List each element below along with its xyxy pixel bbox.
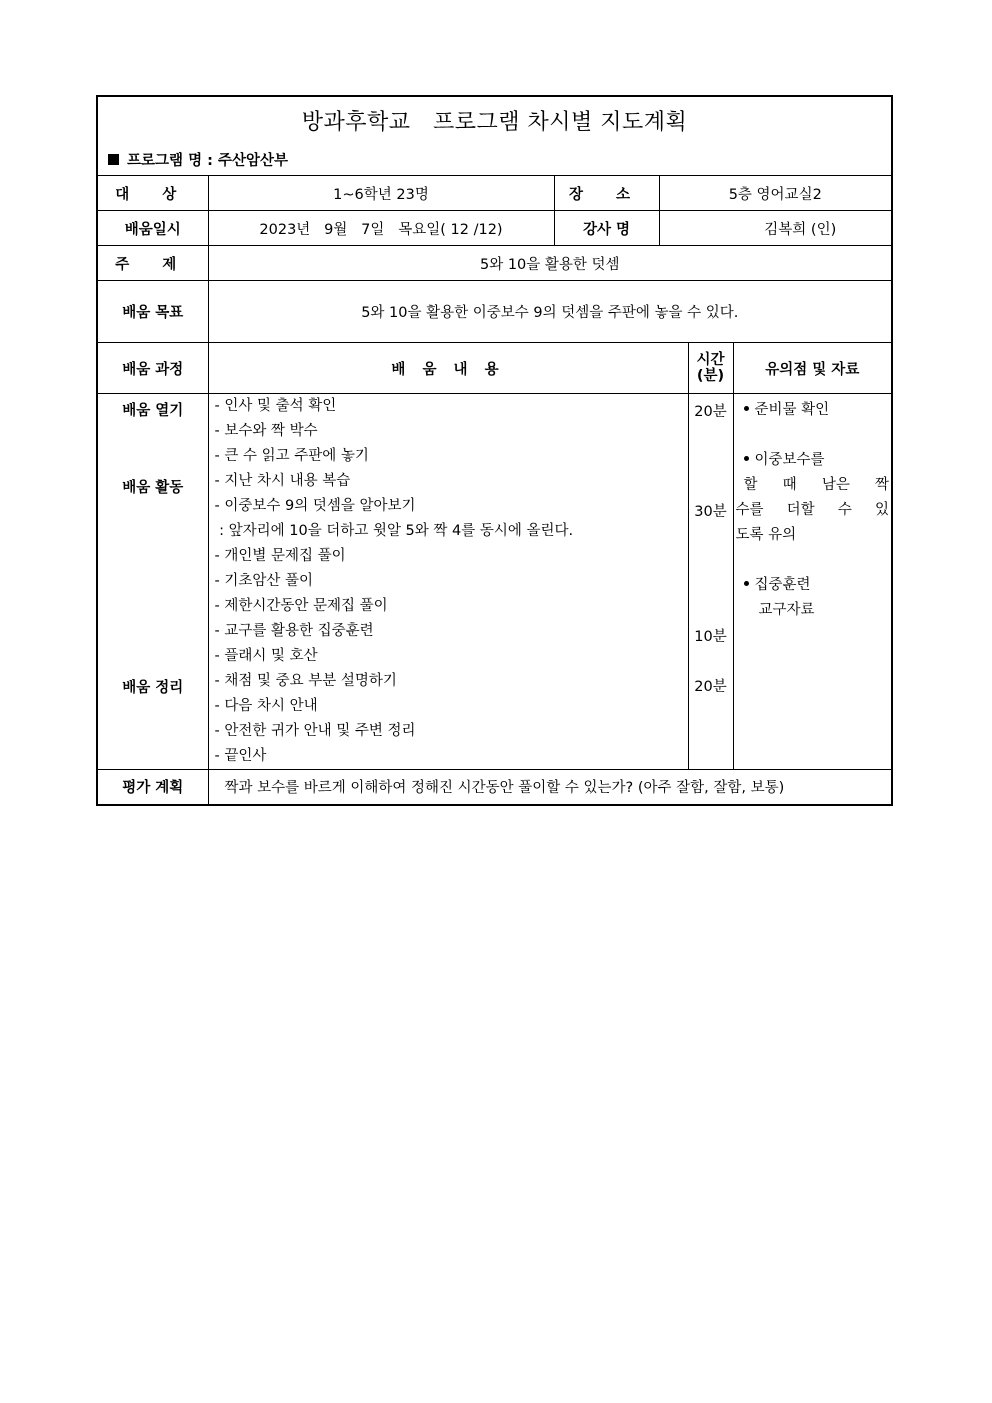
stage-closing: 배움 정리: [122, 680, 184, 696]
topic-value: 5와 10을 활용한 덧셈: [208, 246, 892, 281]
lesson-line: - 인사 및 출석 확인: [214, 398, 337, 414]
time-training: 10분: [694, 629, 727, 645]
lesson-line: - 큰 수 읽고 주판에 놓기: [214, 448, 369, 464]
stage-opening: 배움 열기: [122, 403, 184, 419]
time-closing: 20분: [694, 679, 727, 695]
target-value: 1~6학년 23명: [208, 176, 554, 211]
note-training-materials: 집중훈련 교구자료: [744, 573, 890, 623]
lesson-line: - 이중보수 9의 덧셈을 알아보기: [214, 498, 416, 514]
lesson-plan-sheet: [96, 95, 891, 806]
note-double-complement: 이중보수를 할 때 남은 짝 수를 더할 수 있 도록 유의: [735, 452, 890, 543]
goal-value: 5와 10을 활용한 이중보수 9의 덧셈을 주판에 놓을 수 있다.: [208, 281, 892, 343]
lesson-line: - 끝인사: [214, 748, 267, 764]
lesson-line: : 앞자리에 10을 더하고 윗알 5와 짝 4를 동시에 올린다.: [214, 523, 574, 539]
evaluation-label: 평가 계획: [97, 770, 208, 805]
lesson-line: - 개인별 문제집 풀이: [214, 548, 346, 564]
teacher-value: 김복희 (인): [659, 211, 892, 246]
evaluation-value: 짝과 보수를 바르게 이해하여 정해진 시간동안 풀이할 수 있는가? (아주 잘함, 잘함, 보통): [208, 770, 892, 805]
stage-activity: 배움 활동: [122, 480, 184, 496]
date-label: 배움일시: [97, 211, 208, 246]
square-bullet-icon: [108, 154, 119, 165]
content-header: 배 움 내 용: [208, 343, 688, 394]
target-label: 대 상: [97, 176, 208, 211]
notes-header: 유의점 및 자료: [733, 343, 892, 394]
lesson-line: - 플래시 및 호산: [214, 648, 318, 664]
time-header-line1: 시간: [696, 352, 725, 368]
time-header-line2: (분): [696, 368, 725, 384]
document-title: 방과후학교 프로그램 차시별 지도계획: [301, 110, 688, 135]
time-opening: 20분: [694, 404, 727, 420]
time-column: [688, 394, 733, 770]
title-block: [97, 96, 892, 176]
notes-column: [733, 394, 892, 770]
content-column: [208, 394, 688, 770]
lesson-plan-table: [96, 95, 893, 806]
lesson-line: - 안전한 귀가 안내 및 주변 정리: [214, 723, 416, 739]
goal-label: 배움 목표: [97, 281, 208, 343]
bullet-icon: [744, 456, 749, 461]
bullet-icon: [744, 581, 749, 586]
place-label: 장 소: [554, 176, 659, 211]
program-name-line: [108, 149, 288, 170]
program-name: 프로그램 명 : 주산암산부: [127, 153, 289, 169]
lesson-line: - 지난 차시 내용 복습: [214, 473, 351, 489]
lesson-line: - 채점 및 중요 부분 설명하기: [214, 673, 397, 689]
lesson-line: - 보수와 짝 박수: [214, 423, 318, 439]
lesson-line: - 제한시간동안 문제집 풀이: [214, 598, 388, 614]
teacher-label: 강사 명: [554, 211, 659, 246]
place-value: 5층 영어교실2: [659, 176, 892, 211]
lesson-line: - 교구를 활용한 집중훈련: [214, 623, 374, 639]
bullet-icon: [744, 406, 749, 411]
time-header: [688, 343, 733, 394]
date-value: 2023년 9월 7일 목요일( 12 /12): [208, 211, 554, 246]
stage-column: [97, 394, 208, 770]
lesson-lines: [215, 394, 688, 769]
lesson-line: - 기초암산 풀이: [214, 573, 313, 589]
process-header: 배움 과정: [97, 343, 208, 394]
note-materials: 준비물 확인: [744, 398, 890, 423]
lesson-line: - 다음 차시 안내: [214, 698, 318, 714]
topic-label: 주 제: [97, 246, 208, 281]
time-activity: 30분: [694, 504, 727, 520]
